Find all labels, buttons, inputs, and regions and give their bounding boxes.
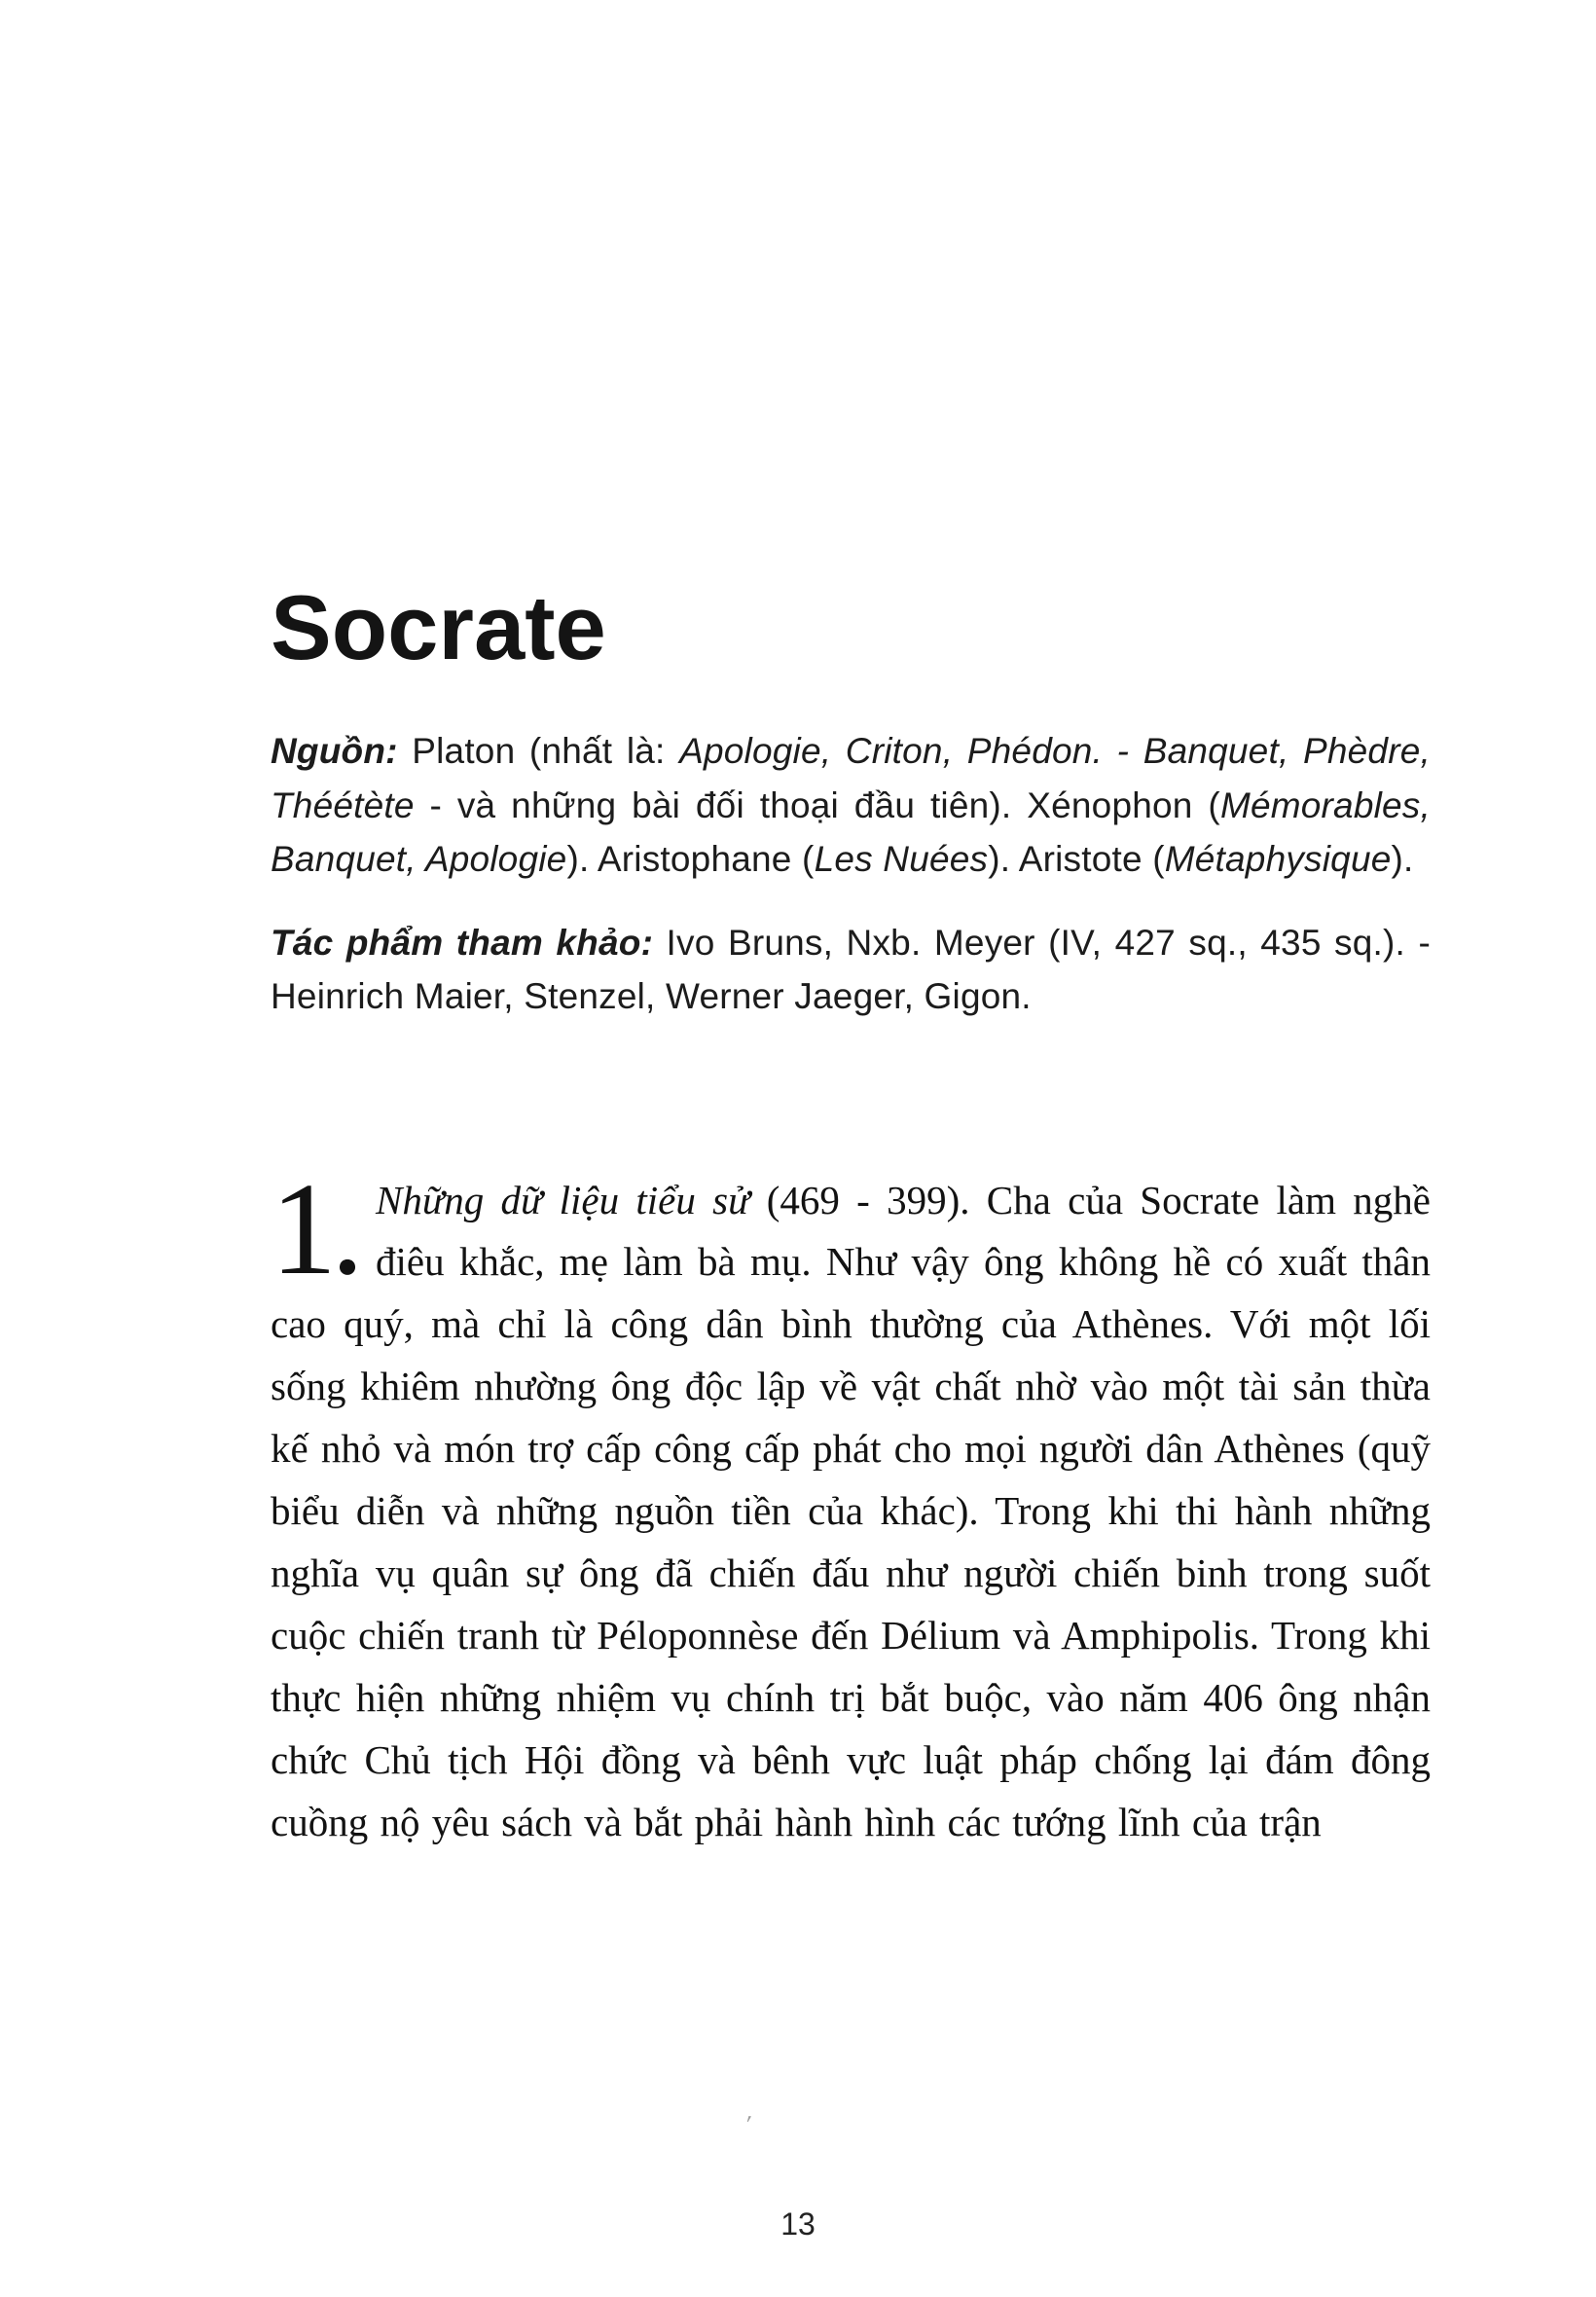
source-paragraph: Nguồn: Platon (nhất là: Apologie, Criton, Phédon. - Banquet, Phèdre, Théétète - và những bài đối thoại đầu tiên). Xénophon (Mémorables, Banquet, Apologie). Aristophane (Les Nuées). Aristote (Métaphysique). xyxy=(271,731,1431,879)
references-paragraph: Tác phẩm tham khảo: Ivo Bruns, Nxb. Meyer (IV, 427 sq., 435 sq.). - Heinrich Maier, Stenzel, Werner Jaeger, Gigon. xyxy=(271,922,1431,1016)
body-text: Những dữ liệu tiểu sử (469 - 399). Cha của Socrate làm nghề điêu khắc, mẹ làm bà mụ. Như vậy ông không hề có xuất thân cao quý, mà chỉ là công dân bình thường của Athènes. Với một lối sống khiêm nhường ông độc lập về vật chất nhờ vào một tài sản thừa kế nhỏ và món trợ cấp công cấp phát cho mọi người dân Athènes (quỹ biểu diễn và những nguồn tiền của khác). Trong khi thi hành những nghĩa vụ quân sự ông đã chiến đấu như người chiến binh trong suốt cuộc chiến tranh từ Péloponnèse đến Délium và Amphipolis. Trong khi thực hiện những nhiệm vụ chính trị bắt buộc, vào năm 406 ông nhận chức Chủ tịch Hội đồng và bênh vực luật pháp chống lại đám đông cuồng nộ yêu sách và bắt phải hành hình các tướng lĩnh của trận xyxy=(271,1177,1431,1845)
chapter-title: Socrate xyxy=(271,576,606,678)
page-number: 13 xyxy=(780,2206,816,2242)
stray-print-mark: ′ xyxy=(743,2109,754,2139)
body-paragraph xyxy=(271,1155,1431,1854)
section-number-dropcap: 1. xyxy=(271,1155,358,1302)
